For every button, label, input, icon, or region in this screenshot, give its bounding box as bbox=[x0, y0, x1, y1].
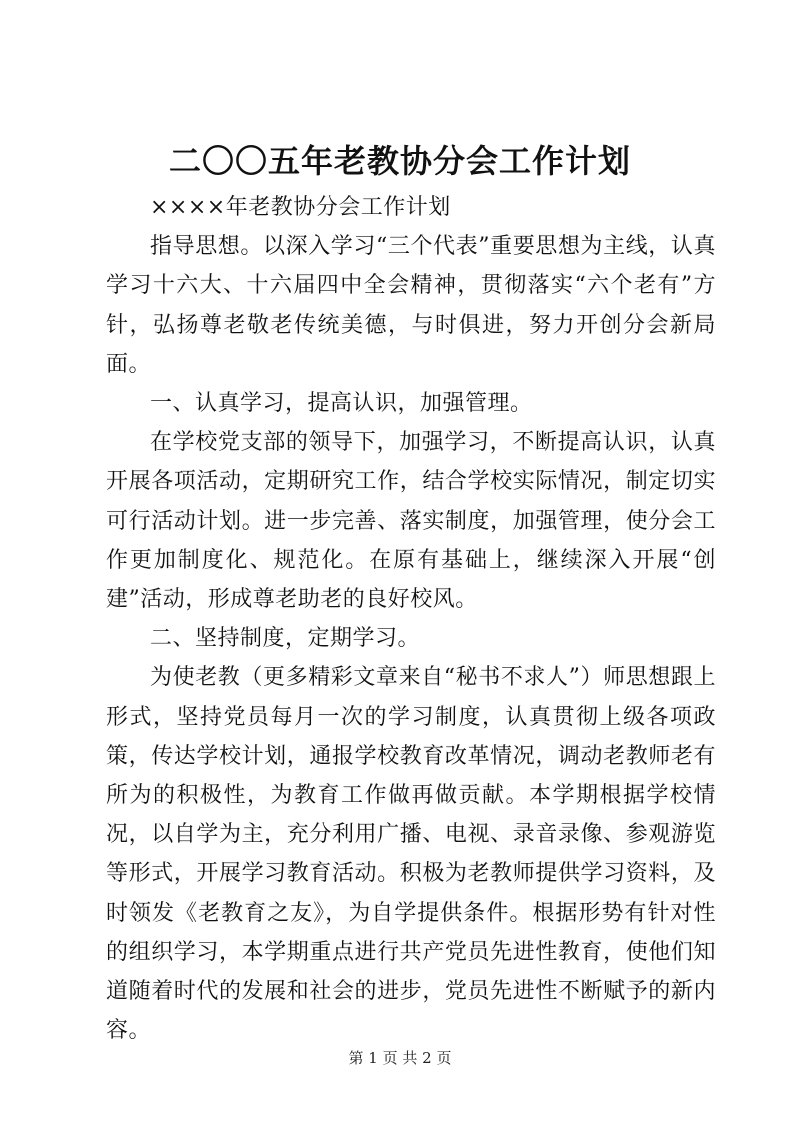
page-footer: 第 1 页 共 2 页 bbox=[348, 1049, 452, 1067]
document-body bbox=[106, 188, 716, 1050]
subtitle-paragraph: ××××年老教协分会工作计划 bbox=[150, 195, 451, 220]
section-heading-1: 一、认真学习，提高认识，加强管理。 bbox=[150, 391, 533, 417]
document-title: 二〇〇五年老教协分会工作计划 bbox=[168, 142, 631, 180]
guiding-ideology-paragraph: 指导思想。以深入学习“三个代表”重要思想为主线，认真学习十六大、十六届四中全会精神，贯彻落实“六个老有”方针，弘扬尊老敬老传统美德，与时俱进，努力开创分会新局面。 bbox=[106, 234, 716, 377]
section-2-paragraph: 为使老教（更多精彩文章来自“秘书不求人”）师思想跟上形式，坚持党员每月一次的学习制度，认真贯彻上级各项政策，传达学校计划，通报学校教育改革情况，调动老教师老有所为的积极性，为教育工作做再做贡献。本学期根据学校情况，以自学为主，充分利用广播、电视、录音录像、参观游览等形式，开展学习教育活动。积极为老教师提供学习资料，及时领发《老教育之友》，为自学提供条件。根据形势有针对性的组织学习，本学期重点进行共产党员先进性教育，使他们知道随着时代的发展和社会的进步，党员先进性不断赋予的新内容。 bbox=[106, 665, 716, 1044]
section-1-paragraph: 在学校党支部的领导下，加强学习，不断提高认识，认真开展各项活动，定期研究工作，结合学校实际情况，制定切实可行活动计划。进一步完善、落实制度，加强管理，使分会工作更加制度化、规范化。在原有基础上，继续深入开展“创建”活动，形成尊老助老的良好校风。 bbox=[106, 430, 716, 613]
section-heading-2: 二、坚持制度，定期学习。 bbox=[150, 626, 421, 652]
